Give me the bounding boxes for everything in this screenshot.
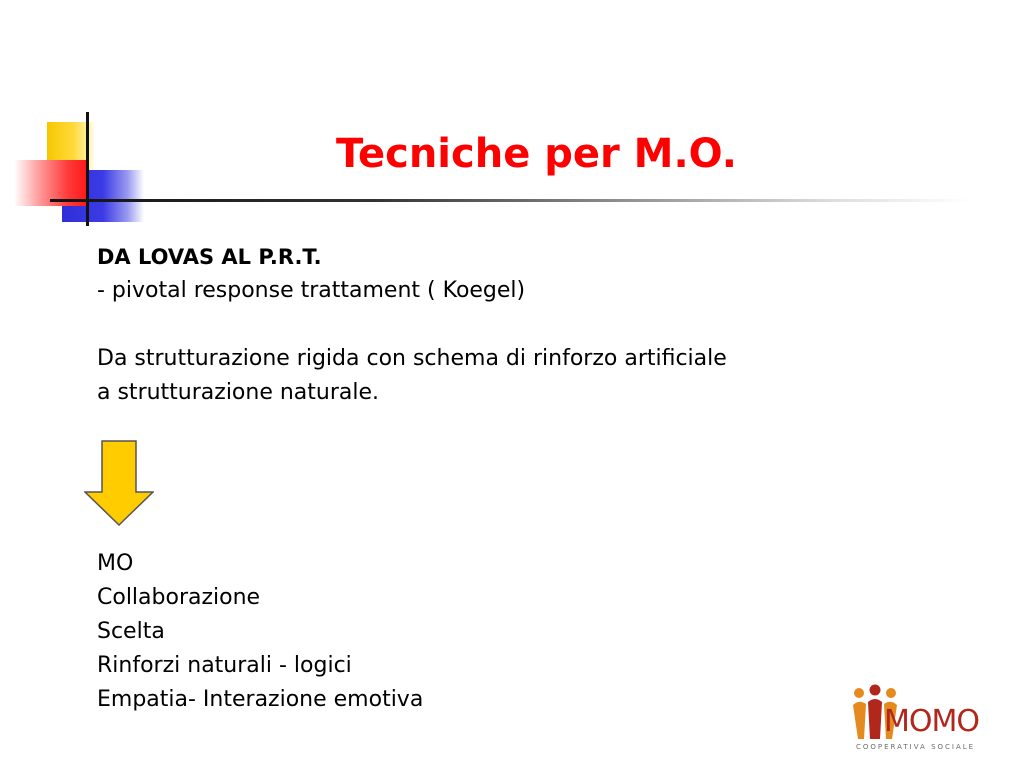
list-item: MO: [97, 551, 134, 576]
logo-subtitle: COOPERATIVA SOCIALE: [856, 743, 976, 751]
logo-wordmark: MOMO: [884, 704, 979, 739]
down-arrow-icon: [84, 440, 154, 526]
section-subheading: - pivotal response trattament ( Koegel): [97, 278, 526, 303]
paragraph-line: a strutturazione naturale.: [97, 380, 380, 405]
slide-title: Tecniche per M.O.: [336, 131, 737, 177]
section-heading: DA LOVAS AL P.R.T.: [97, 245, 322, 269]
list-item: Rinforzi naturali - logici: [97, 653, 352, 678]
list-item: Scelta: [97, 619, 165, 644]
momo-logo: [850, 683, 979, 755]
list-item: Empatia- Interazione emotiva: [97, 687, 424, 712]
title-underline: [50, 199, 970, 202]
paragraph-line: Da strutturazione rigida con schema di rinforzo artificiale: [97, 346, 727, 371]
decorative-vertical-line: [86, 112, 89, 226]
list-item: Collaborazione: [97, 585, 261, 610]
